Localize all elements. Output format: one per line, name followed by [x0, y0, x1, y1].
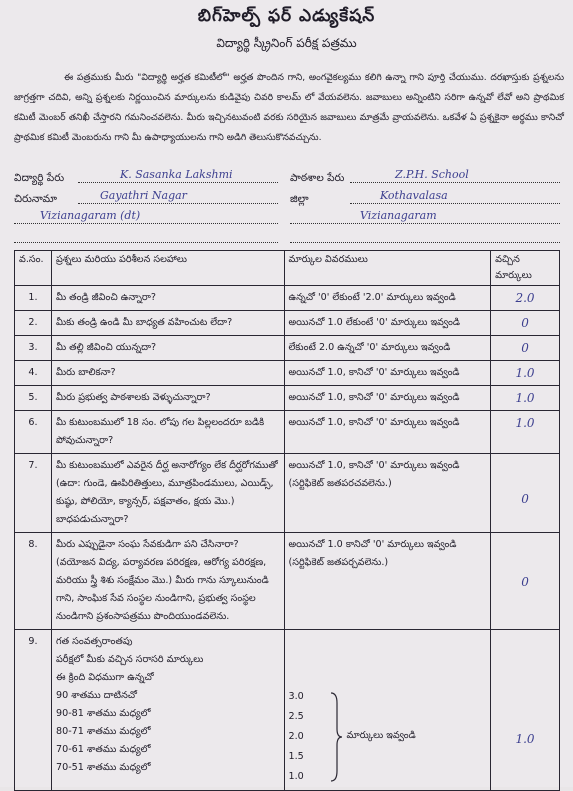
q9-line: ఈ క్రింది విధముగా ఉన్నచో [55, 672, 154, 683]
q9-line: పరీక్షలో మీకు వచ్చిన సరాసరి మార్కులు [55, 654, 204, 665]
table-row [15, 630, 560, 791]
row-number: 4. [15, 361, 52, 386]
address-line-2 [14, 222, 278, 224]
row-question: మీ తల్లి జీవించి యున్నదా? [51, 336, 284, 361]
header-question: ప్రశ్నలు మరియు పరిశీలన సలహాలు [51, 251, 284, 286]
row-marks-given[interactable]: 1.0 [491, 361, 560, 386]
grade-mark: 1.0 [288, 771, 304, 782]
student-name-value[interactable]: K. Sasanka Lakshmi [120, 168, 233, 181]
q9-line: 90-81 శాతము మధ్యలో [55, 708, 151, 719]
grade-marks-label: మార్కులు ఇవ్వండి [346, 730, 416, 741]
header-marks-given: వచ్చిన మార్కులు [491, 251, 560, 286]
row-number: 8. [15, 533, 52, 630]
table-row [15, 286, 560, 311]
grade-mark: 2.5 [288, 711, 304, 722]
district-line-1 [350, 202, 560, 204]
row-question [51, 630, 284, 791]
row-question: మీకు తండ్రి ఉండి మీ బాధ్యత వహించుట లేదా? [51, 311, 284, 336]
row-marks-given[interactable]: 0 [491, 533, 560, 630]
row-marks-given[interactable]: 2.0 [491, 286, 560, 311]
row-marks-detail [284, 630, 491, 791]
row-marks-detail: అయినచో 1.0, కానిచో '0' మార్కులు ఇవ్వండి [284, 411, 491, 454]
row-number: 9. [15, 630, 52, 791]
row-marks-given[interactable]: 0 [491, 454, 560, 533]
table-row [15, 336, 560, 361]
form-title: బిగ్‌హెల్ప్ ఫర్ ఎడ్యుకేషన్ [197, 6, 376, 26]
q9-line: గత సంవత్సరాంతపు [55, 636, 133, 647]
row-number: 5. [15, 386, 52, 411]
district-line-2 [290, 222, 560, 224]
student-name-label: విద్యార్థి పేరు [14, 172, 65, 184]
row-question: మీరు బాలికనా? [51, 361, 284, 386]
questions-table [14, 250, 560, 791]
table-row [15, 411, 560, 454]
q9-line: 70-61 శాతము మధ్యలో [55, 744, 151, 755]
instructions-paragraph: ఈ పత్రముకు మీరు "విద్యార్థి అర్హత కమిటీలో" అర్హత పొందిన గాని, అంగవైకల్యము కలిగి ఉన్నా గాని పూర్తి చేయుము. దరఖాస్తుకు ప్రశ్నలను జాగ్రత్తగా చదివి, అన్ని ప్రశ్నలకు నిర్ణయించిన మార్కులను కుడివైపు చివరి కాలమ్ లో వేయవలెను. జవాబులు అన్నింటిని సరిగా ఉన్నవో లేవో అని ప్రాథమిక కమిటీ మెంబర్ తనిఖీ చేస్తారని గమనించవలెను. మీరు ఇచ్చినటువంటి వరకు సరియైన జవాబులు మాత్రమే వ్రాయవలెను. ఒకవేళ ఏ ప్రశ్నకైనా అర్థము కానిచో ప్రాథమిక కమిటీ మెంబరును గాని మీ ఉపాధ్యాయులను గాని అడిగి తెలుసుకొనవచ్చును. [14, 72, 564, 143]
blank-line-left [14, 241, 278, 243]
district-label: జిల్లా [290, 193, 309, 205]
school-value[interactable]: Z.P.H. School [395, 168, 469, 181]
grade-mark: 2.0 [288, 731, 304, 742]
row-number: 3. [15, 336, 52, 361]
curly-brace-icon [329, 691, 343, 783]
table-row [15, 361, 560, 386]
grade-mark: 1.5 [288, 751, 304, 762]
row-marks-detail: అయినచో 1.0 లేకుంటే '0' మార్కులు ఇవ్వండి [284, 311, 491, 336]
district-value-1[interactable]: Kothavalasa [380, 189, 448, 202]
address-line-1 [78, 202, 278, 204]
row-marks-detail: అయినచో 1.0, కానిచో '0' మార్కులు ఇవ్వండి (సర్టిఫికెట్ జతపరచవలెను.) [284, 454, 491, 533]
row-marks-given[interactable]: 0 [491, 336, 560, 361]
q9-line: 80-71 శాతము మధ్యలో [55, 726, 151, 737]
row-number: 6. [15, 411, 52, 454]
row-marks-detail: అయినచో 1.0, కానిచో '0' మార్కులు ఇవ్వండి [284, 386, 491, 411]
header-serial: వ.సం. [15, 251, 52, 286]
student-name-line [78, 181, 278, 183]
row-question: మీ కుటుంబములో 18 సం. లోపు గల పిల్లలందరూ బడికి పోవుచున్నారా? [51, 411, 284, 454]
form-subtitle: విద్యార్థి స్క్రీనింగ్ పరీక్ష పత్రము [216, 36, 357, 50]
address-value-1[interactable]: Gayathri Nagar [100, 189, 187, 202]
q9-line: 70-51 శాతము మధ్యలో [55, 762, 151, 773]
table-row [15, 311, 560, 336]
row-marks-detail: ఉన్నచో '0' లేకుంటే '2.0' మార్కులు ఇవ్వండి [284, 286, 491, 311]
row-number: 1. [15, 286, 52, 311]
row-marks-given[interactable]: 1.0 [491, 386, 560, 411]
address-value-2[interactable]: Vizianagaram (dt) [40, 209, 141, 222]
row-question: మీరు ఎప్పుడైనా సంఘ సేవకుడిగా పని చేసినారా? (వయోజన విద్య, పర్యావరణ పరిరక్షణ, ఆరోగ్య పరిరక్షణ, మరియు స్త్రీ శిశు సంక్షేమం మొ.) మీరు గాను స్కూలునుండి గాని, సాంఘిక సేవ సంస్థల నుండిగాని, ప్రభుత్వ సంస్థల నుండిగాని ప్రశంసాపత్రము పొందియుండవలెను. [51, 533, 284, 630]
row-marks-given[interactable]: 1.0 [491, 630, 560, 791]
table-header-row [15, 251, 560, 286]
table-row [15, 454, 560, 533]
table-row [15, 386, 560, 411]
q9-line: 90 శాతము దాటినచో [55, 690, 138, 701]
row-question: మీ కుటుంబములో ఎవరైన దీర్ఘ అనారోగ్యం లేక దీర్ఘరోగముతో (ఉదా: గుండె, ఊపిరితిత్తులు, మూత్రపిండములు, ఎయిడ్స్, కుష్ఠు, పోలియో, క్యాన్సర్, పక్షవాతం, క్షయ మొ.) బాధపడుచున్నారా? [51, 454, 284, 533]
blank-line-right [290, 241, 560, 243]
row-marks-detail: అయినచో 1.0 కానిచో '0' మార్కులు ఇవ్వండి (సర్టిఫికెట్ జతపర్చవలెను.) [284, 533, 491, 630]
address-label: చిరునామా [14, 193, 57, 205]
row-marks-given[interactable]: 0 [491, 311, 560, 336]
school-line [350, 181, 560, 183]
row-number: 7. [15, 454, 52, 533]
row-marks-detail: లేకుంటే 2.0 ఉన్నచో '0' మార్కులు ఇవ్వండి [284, 336, 491, 361]
row-marks-detail: అయినచో 1.0, కానిచో '0' మార్కులు ఇవ్వండి [284, 361, 491, 386]
row-question: మీ తండ్రి జీవించి ఉన్నారా? [51, 286, 284, 311]
district-value-2[interactable]: Vizianagaram [360, 209, 437, 222]
table-row [15, 533, 560, 630]
row-marks-given[interactable]: 1.0 [491, 411, 560, 454]
row-number: 2. [15, 311, 52, 336]
school-label: పాఠశాల పేరు [290, 172, 345, 184]
grade-mark: 3.0 [288, 691, 304, 702]
row-question: మీరు ప్రభుత్వ పాఠశాలకు వెళ్ళుచున్నారా? [51, 386, 284, 411]
header-marks-detail: మార్కుల వివరములు [284, 251, 491, 286]
grade-marks-group [289, 687, 487, 787]
